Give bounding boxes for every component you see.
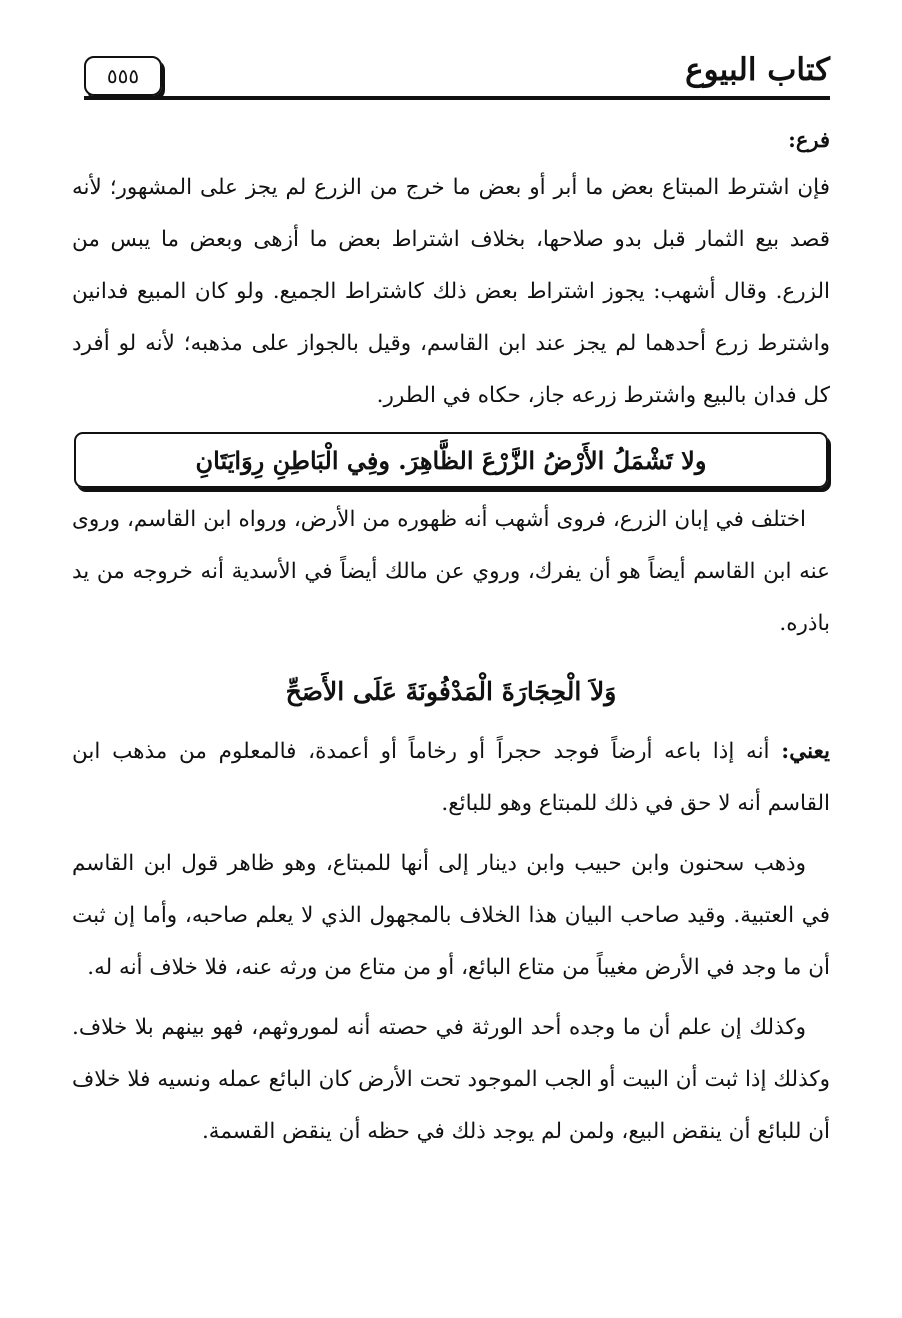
paragraph-2: اختلف في إبان الزرع، فروى أشهب أنه ظهوره من الأرض، ورواه ابن القاسم، وروى عنه ابن القاسم أيضاً هو أن يفرك، وروي عن مالك أيضاً في الأسدية أنه خروجه من يد باذره. — [72, 507, 830, 636]
header-rule — [84, 96, 830, 100]
matn-1-text: ولا تَشْمَلُ الأَرْضُ الزَّرْعَ الظَّاهِرَ. وفِي الْبَاطِنِ رِوَايَتَانِ — [195, 445, 707, 475]
spacer — [72, 994, 830, 1002]
running-title: كتاب البيوع — [685, 52, 830, 88]
page-number-box — [84, 56, 162, 96]
matn-2-heading: وَلاَ الْحِجَارَةَ الْمَدْفُونَةَ عَلَى الأَصَحِّ — [285, 677, 617, 706]
paragraph-3-body: أنه إذا باعه أرضاً فوجد حجراً أو رخاماً أو أعمدة، فالمعلوم من مذهب ابن القاسم أنه لا حق في ذلك للمبتاع وهو للبائع. — [72, 739, 830, 816]
matn-boxed-heading — [74, 432, 828, 488]
paragraph-4: وذهب سحنون وابن حبيب وابن دينار إلى أنها للمبتاع، وهو ظاهر قول ابن القاسم في العتبية. وقيد صاحب البيان هذا الخلاف بالمجهول الذي لا يعلم صاحبه، وأما إن ثبت أن ما وجد في الأرض مغيباً من متاع البائع، أو من متاع من ورثه عنه، فلا خلاف أنه له. — [72, 851, 830, 980]
spacer — [72, 830, 830, 838]
text-block — [72, 118, 830, 1158]
page-number: ٥٥٥ — [106, 64, 140, 88]
paragraph-5: وكذلك إن علم أن ما وجده أحد الورثة في حصته أنه لموروثهم، فهو بينهم بلا خلاف. وكذلك إذا ثبت أن البيت أو الجب الموجود تحت الأرض كان البائع عمله ونسيه فلا خلاف أن للبائع أن ينقض البيع، ولمن لم يوجد ذلك في حظه أن ينقض القسمة. — [72, 1015, 830, 1144]
far-heading: فرع: — [788, 127, 830, 152]
paragraph-1: فإن اشترط المبتاع بعض ما أبر أو بعض ما خرج من الزرع لم يجز على المشهور؛ لأنه قصد بيع الثمار قبل بدو صلاحها، بخلاف اشتراط بعض ما أزهى وبعض ما يبس من الزرع. وقال أشهب: يجوز اشتراط بعض ذلك كاشتراط الجميع. ولو كان المبيع فدانين واشترط زرع أحدهما لم يجز عند ابن القاسم، وقيل بالجواز على مذهبه؛ لأنه لو أفرد كل فدان بالبيع واشترط زرعه جاز، حكاه في الطرر. — [72, 175, 830, 408]
paragraph-3-lead: يعني: — [781, 739, 830, 764]
paragraph-3 — [72, 726, 830, 830]
